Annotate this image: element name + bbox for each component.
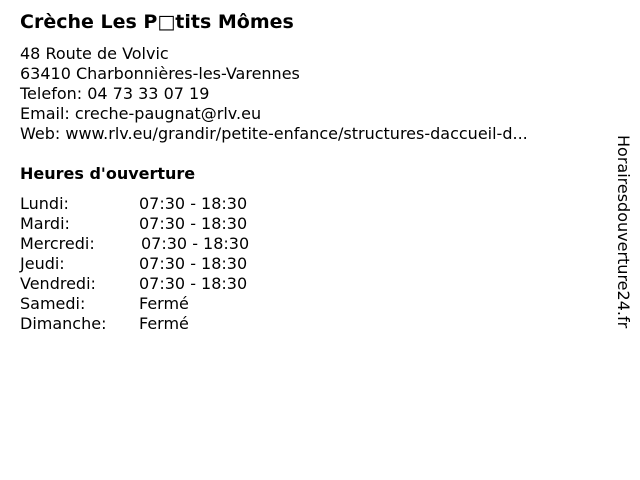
day-label: Vendredi: (20, 274, 96, 293)
time-value: 07:30 - 18:30 (139, 274, 248, 293)
site-brand-text: Horairesdouverture24.fr (614, 135, 633, 329)
day-label: Mardi: (20, 214, 70, 233)
day-label: Dimanche: (20, 314, 107, 333)
day-label: Samedi: (20, 294, 86, 313)
time-value: 07:30 - 18:30 (141, 234, 250, 253)
address-block (20, 44, 528, 144)
day-label: Jeudi: (20, 254, 65, 273)
phone-number: Telefon: 04 73 33 07 19 (20, 84, 210, 103)
site-brand-watermark (612, 135, 634, 375)
time-value: 07:30 - 18:30 (139, 254, 248, 273)
opening-hours-heading: Heures d'ouverture (20, 164, 196, 183)
email-address: Email: creche-paugnat@rlv.eu (20, 104, 262, 123)
time-value: Fermé (139, 294, 189, 313)
website-url: Web: www.rlv.eu/grandir/petite-enfance/structures-daccueil-d... (20, 124, 528, 143)
day-label: Mercredi: (20, 234, 95, 253)
city-address: 63410 Charbonnières-les-Varennes (20, 64, 300, 83)
time-value: 07:30 - 18:30 (139, 214, 248, 233)
time-value: Fermé (139, 314, 189, 333)
street-address: 48 Route de Volvic (20, 44, 169, 63)
time-value: 07:30 - 18:30 (139, 194, 248, 213)
day-label: Lundi: (20, 194, 69, 213)
business-title: Crèche Les P□tits Mômes (20, 11, 294, 33)
